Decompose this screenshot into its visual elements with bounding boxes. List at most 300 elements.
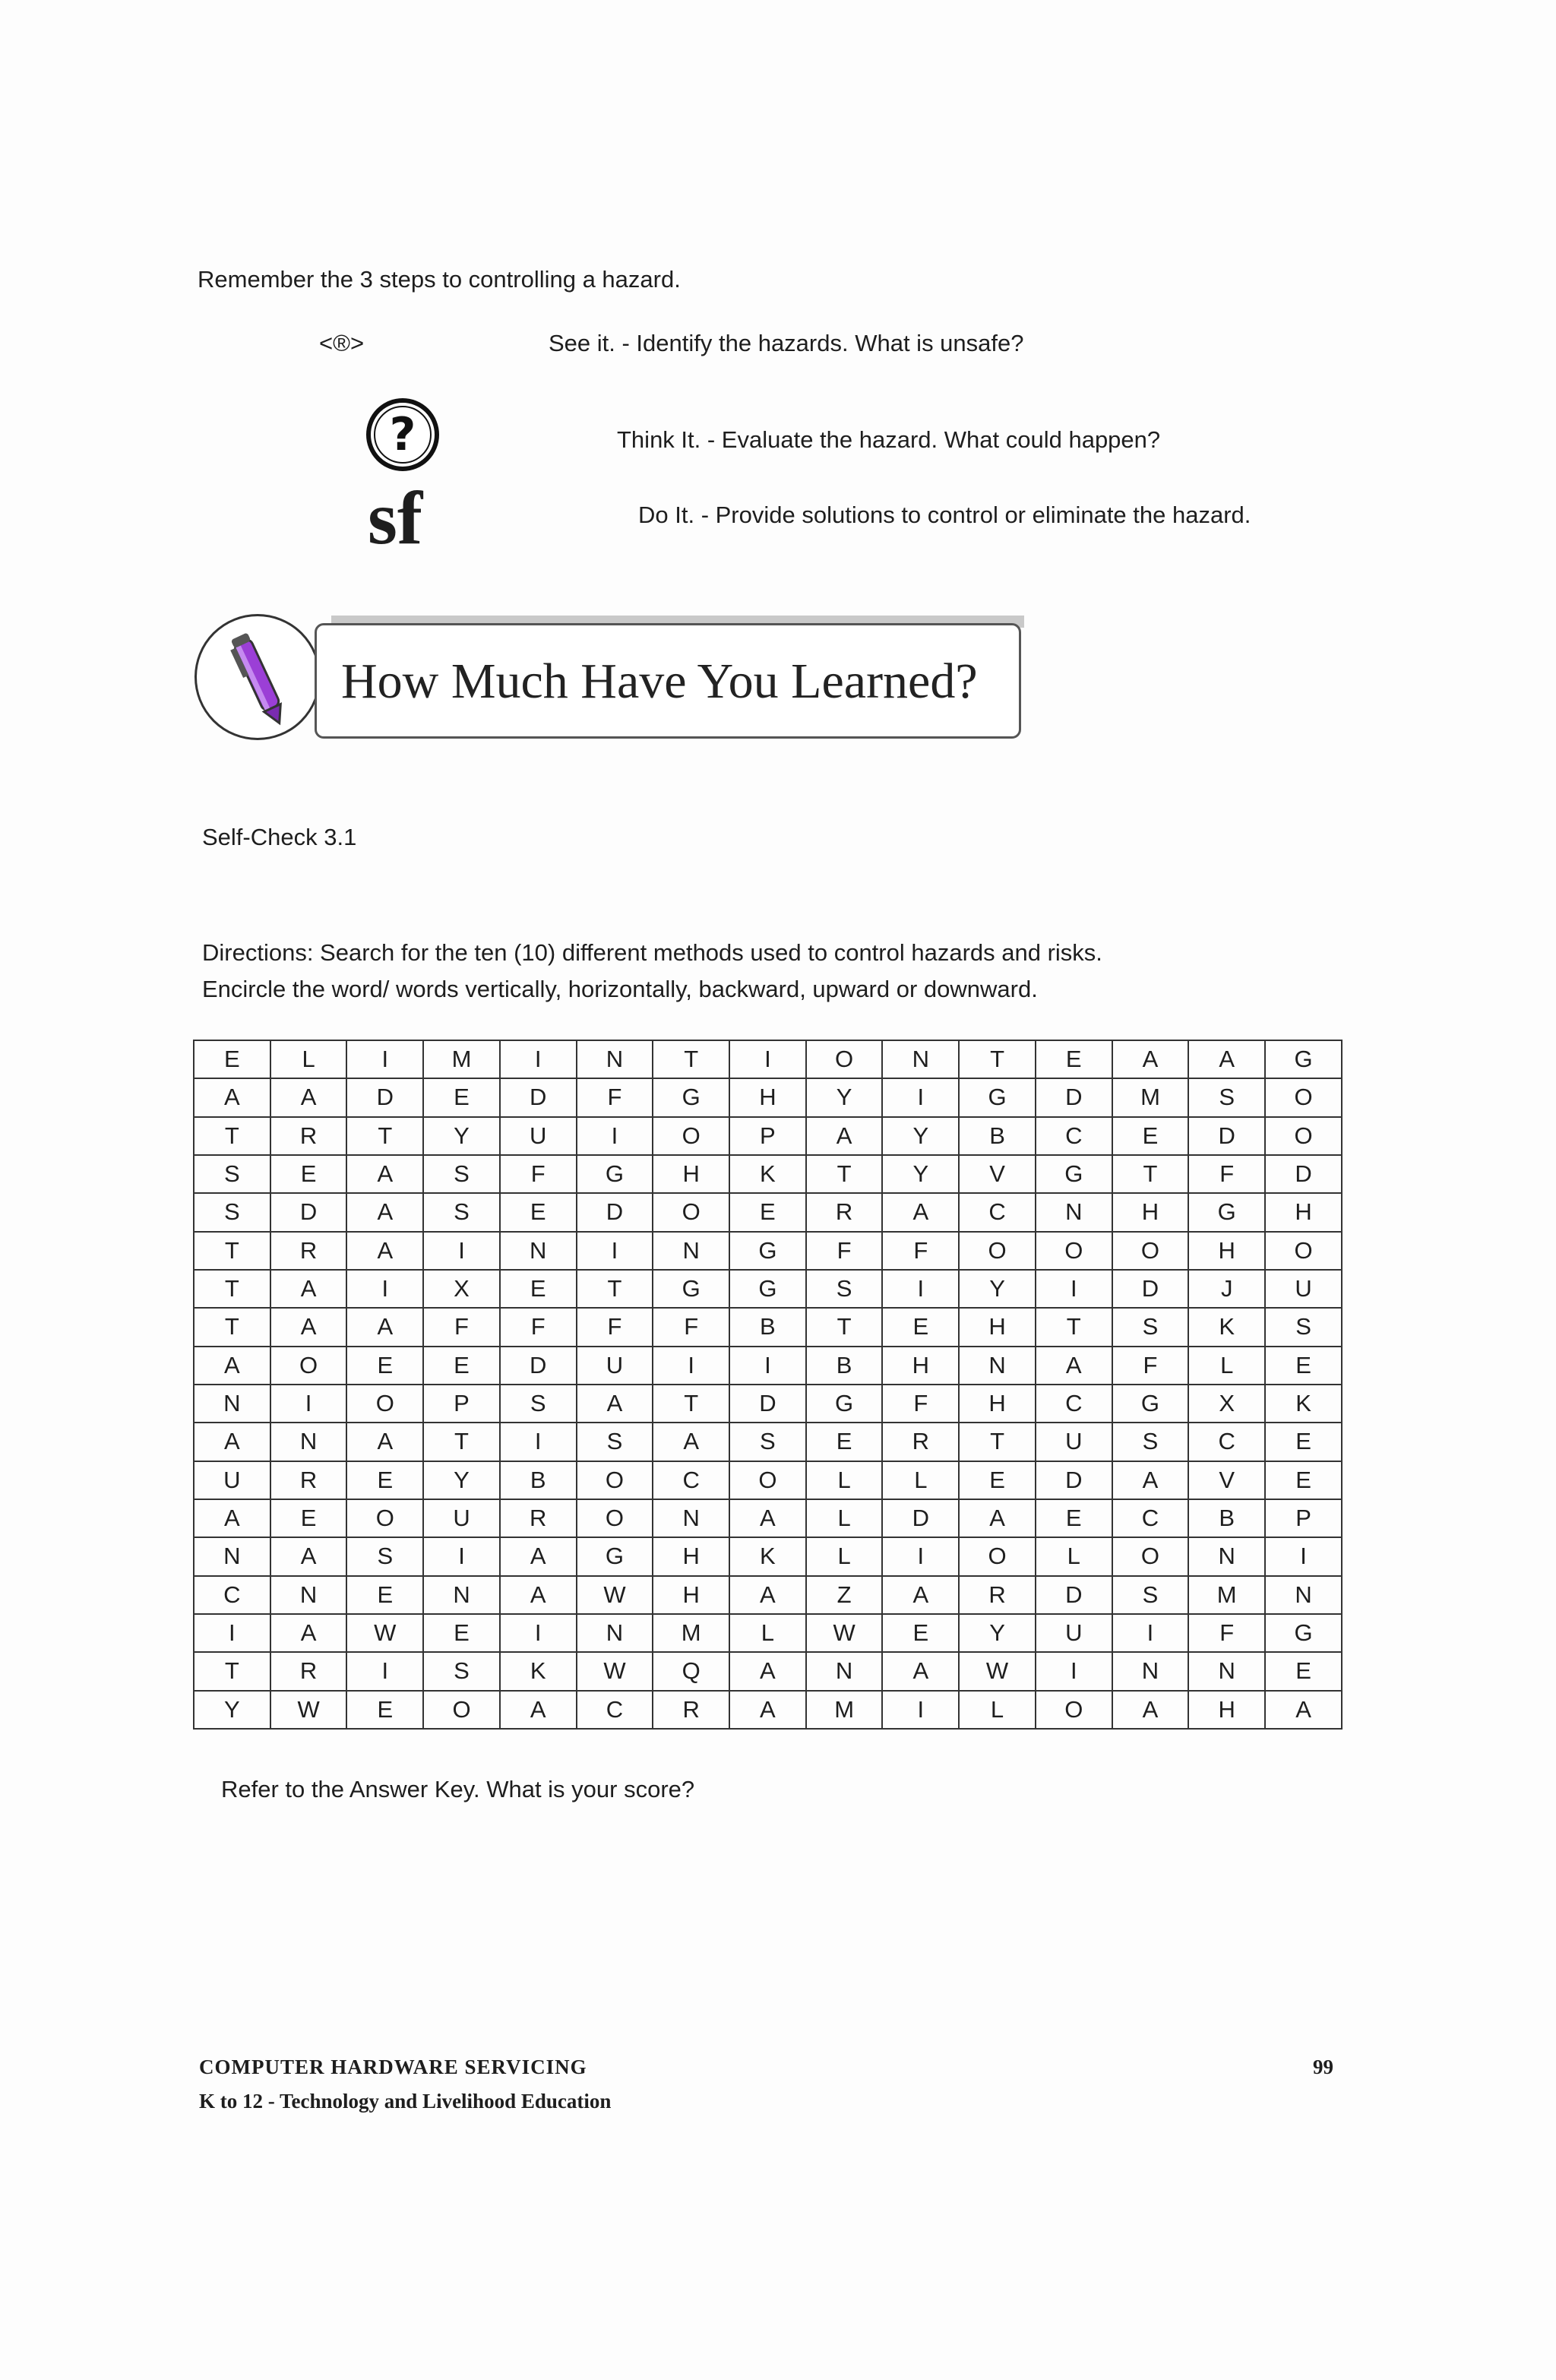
grid-cell[interactable]: I [194,1614,270,1652]
grid-cell[interactable]: K [1188,1308,1265,1346]
grid-cell[interactable]: K [729,1537,806,1575]
grid-cell[interactable]: H [959,1308,1036,1346]
grid-cell[interactable]: U [577,1347,653,1385]
grid-cell[interactable]: A [882,1652,959,1690]
grid-cell[interactable]: K [500,1652,577,1690]
grid-cell[interactable]: F [500,1155,577,1193]
grid-cell[interactable]: C [1036,1385,1112,1423]
grid-cell[interactable]: V [959,1155,1036,1193]
see-it-symbol: <®> [319,330,365,356]
grid-cell[interactable]: D [882,1499,959,1537]
grid-cell[interactable]: F [1112,1347,1189,1385]
grid-cell[interactable]: W [806,1614,883,1652]
grid-cell[interactable]: E [729,1193,806,1231]
grid-cell[interactable]: S [1265,1308,1342,1346]
grid-cell[interactable]: E [423,1347,500,1385]
grid-cell[interactable]: Y [423,1117,500,1155]
grid-cell[interactable]: U [423,1499,500,1537]
grid-cell[interactable]: F [1188,1155,1265,1193]
grid-cell[interactable]: C [1112,1499,1189,1537]
grid-cell[interactable]: N [882,1040,959,1078]
grid-cell[interactable]: G [1188,1193,1265,1231]
grid-cell[interactable]: O [1265,1078,1342,1116]
grid-cell[interactable]: Z [806,1576,883,1614]
grid-cell[interactable]: U [194,1461,270,1499]
grid-cell[interactable]: R [270,1461,347,1499]
grid-cell[interactable]: K [729,1155,806,1193]
footer-course-title: COMPUTER HARDWARE SERVICING [199,2056,587,2078]
grid-cell[interactable]: N [500,1232,577,1270]
banner-title: How Much Have You Learned? [341,654,978,709]
grid-row [194,1308,1342,1346]
grid-cell[interactable]: H [882,1347,959,1385]
directions-line-1: Directions: Search for the ten (10) different methods used to control hazards and risks. [202,939,1102,966]
grid-cell[interactable]: O [729,1461,806,1499]
grid-cell[interactable]: I [1036,1270,1112,1308]
grid-cell[interactable]: D [1265,1155,1342,1193]
grid-cell[interactable]: S [346,1537,423,1575]
grid-cell[interactable]: R [270,1652,347,1690]
grid-cell[interactable]: G [1265,1040,1342,1078]
grid-cell[interactable]: B [806,1347,883,1385]
grid-cell[interactable]: N [1188,1652,1265,1690]
grid-cell[interactable]: T [959,1040,1036,1078]
grid-cell[interactable]: A [270,1308,347,1346]
grid-cell[interactable]: F [653,1308,729,1346]
grid-cell[interactable]: I [270,1385,347,1423]
grid-cell[interactable]: A [346,1155,423,1193]
grid-cell[interactable]: E [882,1308,959,1346]
grid-cell[interactable]: Q [653,1652,729,1690]
grid-cell[interactable]: I [346,1652,423,1690]
grid-cell[interactable]: O [1036,1691,1112,1729]
grid-cell[interactable]: F [1188,1614,1265,1652]
grid-cell[interactable]: F [882,1385,959,1423]
grid-cell[interactable]: G [1112,1385,1189,1423]
grid-cell[interactable]: E [1265,1347,1342,1385]
grid-cell[interactable]: A [346,1308,423,1346]
grid-cell[interactable]: O [1265,1232,1342,1270]
grid-cell[interactable]: A [500,1537,577,1575]
grid-cell[interactable]: I [1036,1652,1112,1690]
grid-cell[interactable]: I [500,1423,577,1461]
grid-cell[interactable]: I [500,1040,577,1078]
do-it-text: Do It. - Provide solutions to control or eliminate the hazard. [638,502,1251,528]
grid-cell[interactable]: A [1112,1461,1189,1499]
grid-cell[interactable]: A [1036,1347,1112,1385]
page-number: 99 [1313,2056,1333,2078]
grid-cell[interactable]: S [423,1652,500,1690]
grid-cell[interactable]: M [1188,1576,1265,1614]
grid-cell[interactable]: A [270,1614,347,1652]
grid-cell[interactable]: T [346,1117,423,1155]
grid-cell[interactable]: L [1188,1347,1265,1385]
answer-key-prompt: Refer to the Answer Key. What is your score? [221,1776,695,1802]
grid-cell[interactable]: E [1265,1461,1342,1499]
grid-cell[interactable]: D [500,1078,577,1116]
grid-cell[interactable]: C [1036,1117,1112,1155]
grid-cell[interactable]: Y [959,1270,1036,1308]
grid-cell[interactable]: R [270,1117,347,1155]
grid-cell[interactable]: T [806,1155,883,1193]
grid-cell[interactable]: Y [959,1614,1036,1652]
grid-cell[interactable]: I [729,1040,806,1078]
grid-cell[interactable]: D [346,1078,423,1116]
grid-cell[interactable]: E [346,1347,423,1385]
grid-cell[interactable]: O [1112,1232,1189,1270]
grid-cell[interactable]: S [729,1423,806,1461]
grid-cell[interactable]: N [577,1040,653,1078]
grid-cell[interactable]: W [346,1614,423,1652]
grid-cell[interactable]: D [1036,1461,1112,1499]
grid-cell[interactable]: W [959,1652,1036,1690]
grid-cell[interactable]: O [959,1537,1036,1575]
grid-cell[interactable]: T [959,1423,1036,1461]
grid-cell[interactable]: S [1112,1423,1189,1461]
grid-cell[interactable]: I [729,1347,806,1385]
grid-cell[interactable]: R [806,1193,883,1231]
grid-cell[interactable]: A [653,1423,729,1461]
grid-cell[interactable]: S [1112,1308,1189,1346]
think-it-text: Think It. - Evaluate the hazard. What could happen? [617,426,1161,453]
grid-cell[interactable]: S [1188,1078,1265,1116]
grid-cell[interactable]: O [270,1347,347,1385]
grid-cell[interactable]: W [577,1652,653,1690]
word-search-grid [193,1040,1343,1730]
grid-cell[interactable]: A [577,1385,653,1423]
grid-cell[interactable]: N [653,1499,729,1537]
grid-cell[interactable]: V [1188,1461,1265,1499]
grid-cell[interactable]: A [1112,1040,1189,1078]
grid-cell[interactable]: H [1188,1691,1265,1729]
grid-cell[interactable]: L [1036,1537,1112,1575]
grid-cell[interactable]: E [500,1270,577,1308]
grid-cell[interactable]: R [653,1691,729,1729]
grid-cell[interactable]: P [729,1117,806,1155]
grid-cell[interactable]: L [959,1691,1036,1729]
grid-cell[interactable]: F [500,1308,577,1346]
grid-cell[interactable]: F [423,1308,500,1346]
grid-cell[interactable]: H [653,1537,729,1575]
grid-cell[interactable]: H [1188,1232,1265,1270]
grid-cell[interactable]: A [882,1193,959,1231]
grid-cell[interactable]: A [1188,1040,1265,1078]
grid-cell[interactable]: E [500,1193,577,1231]
grid-cell[interactable]: M [1112,1078,1189,1116]
grid-cell[interactable]: H [1112,1193,1189,1231]
directions-line-2: Encircle the word/ words vertically, horizontally, backward, upward or downward. [202,976,1038,1002]
grid-cell[interactable]: N [1036,1193,1112,1231]
grid-cell[interactable]: G [577,1155,653,1193]
grid-cell[interactable]: O [577,1499,653,1537]
grid-cell[interactable]: G [806,1385,883,1423]
grid-cell[interactable]: C [653,1461,729,1499]
grid-cell[interactable]: A [959,1499,1036,1537]
grid-cell[interactable]: E [346,1691,423,1729]
grid-cell[interactable]: W [577,1576,653,1614]
grid-cell[interactable]: Y [194,1691,270,1729]
grid-cell[interactable]: G [653,1078,729,1116]
grid-cell[interactable]: A [729,1691,806,1729]
grid-cell[interactable]: U [1265,1270,1342,1308]
grid-cell[interactable]: E [806,1423,883,1461]
grid-cell[interactable]: T [653,1385,729,1423]
grid-cell[interactable]: E [882,1614,959,1652]
self-check-heading: Self-Check 3.1 [202,824,357,850]
grid-cell[interactable]: L [270,1040,347,1078]
grid-cell[interactable]: R [270,1232,347,1270]
grid-cell[interactable]: B [500,1461,577,1499]
grid-cell[interactable]: I [500,1614,577,1652]
grid-cell[interactable]: O [346,1499,423,1537]
grid-cell[interactable]: H [653,1576,729,1614]
grid-cell[interactable]: T [1112,1155,1189,1193]
grid-cell[interactable]: D [270,1193,347,1231]
grid-cell[interactable]: A [194,1347,270,1385]
grid-cell[interactable]: I [577,1117,653,1155]
grid-cell[interactable]: W [270,1691,347,1729]
grid-cell[interactable]: L [882,1461,959,1499]
grid-cell[interactable]: L [806,1499,883,1537]
grid-cell[interactable]: Y [806,1078,883,1116]
intro-text: Remember the 3 steps to controlling a hazard. [198,266,681,293]
grid-cell[interactable]: A [882,1576,959,1614]
grid-cell[interactable]: D [1112,1270,1189,1308]
grid-cell[interactable]: T [806,1308,883,1346]
grid-cell[interactable]: A [729,1499,806,1537]
grid-cell[interactable]: I [882,1270,959,1308]
grid-cell[interactable]: L [806,1461,883,1499]
grid-cell[interactable]: E [959,1461,1036,1499]
grid-cell[interactable]: E [1036,1499,1112,1537]
grid-cell[interactable]: T [194,1117,270,1155]
grid-row [194,1499,1342,1537]
grid-row [194,1461,1342,1499]
grid-cell[interactable]: H [959,1385,1036,1423]
grid-cell[interactable]: C [1188,1423,1265,1461]
pen-icon [194,614,321,740]
grid-cell[interactable]: E [423,1078,500,1116]
grid-cell[interactable]: A [729,1576,806,1614]
grid-cell[interactable]: G [653,1270,729,1308]
grid-cell[interactable]: T [653,1040,729,1078]
grid-cell[interactable]: O [1265,1117,1342,1155]
grid-cell[interactable]: F [882,1232,959,1270]
grid-cell[interactable]: H [653,1155,729,1193]
grid-cell[interactable]: N [1188,1537,1265,1575]
grid-cell[interactable]: O [423,1691,500,1729]
grid-cell[interactable]: O [806,1040,883,1078]
grid-row [194,1078,1342,1116]
grid-cell[interactable]: N [194,1385,270,1423]
grid-cell[interactable]: N [1265,1576,1342,1614]
grid-cell[interactable]: H [1265,1193,1342,1231]
grid-cell[interactable]: X [423,1270,500,1308]
grid-cell[interactable]: O [653,1193,729,1231]
grid-cell[interactable]: U [1036,1423,1112,1461]
grid-cell[interactable]: H [729,1078,806,1116]
grid-row [194,1691,1342,1729]
grid-cell[interactable]: I [423,1537,500,1575]
grid-cell[interactable]: I [577,1232,653,1270]
grid-cell[interactable]: D [1188,1117,1265,1155]
grid-cell[interactable]: A [270,1270,347,1308]
grid-cell[interactable]: D [729,1385,806,1423]
grid-cell[interactable]: G [959,1078,1036,1116]
grid-cell[interactable]: I [1112,1614,1189,1652]
grid-cell[interactable]: G [1265,1614,1342,1652]
grid-cell[interactable]: L [806,1537,883,1575]
grid-cell[interactable]: Y [423,1461,500,1499]
grid-cell[interactable]: Y [882,1155,959,1193]
grid-cell[interactable]: T [194,1270,270,1308]
grid-cell[interactable]: A [806,1117,883,1155]
grid-cell[interactable]: N [806,1652,883,1690]
see-it-text: See it. - Identify the hazards. What is unsafe? [549,330,1024,356]
grid-row [194,1270,1342,1308]
grid-row [194,1385,1342,1423]
grid-cell[interactable]: G [1036,1155,1112,1193]
grid-cell[interactable]: E [270,1155,347,1193]
grid-cell[interactable]: G [577,1537,653,1575]
grid-cell[interactable]: O [346,1385,423,1423]
grid-cell[interactable]: B [1188,1499,1265,1537]
grid-row [194,1232,1342,1270]
grid-cell[interactable]: N [423,1576,500,1614]
grid-cell[interactable]: I [346,1270,423,1308]
grid-cell[interactable]: P [423,1385,500,1423]
grid-cell[interactable]: A [1112,1691,1189,1729]
grid-cell[interactable]: A [729,1652,806,1690]
grid-cell[interactable]: E [1036,1040,1112,1078]
grid-row [194,1537,1342,1575]
grid-cell[interactable]: S [806,1270,883,1308]
grid-cell[interactable]: O [1112,1537,1189,1575]
grid-cell[interactable]: E [1112,1117,1189,1155]
grid-cell[interactable]: J [1188,1270,1265,1308]
grid-cell[interactable]: G [729,1232,806,1270]
grid-cell[interactable]: C [194,1576,270,1614]
grid-cell[interactable]: E [1265,1423,1342,1461]
grid-cell[interactable]: R [882,1423,959,1461]
grid-cell[interactable]: S [1112,1576,1189,1614]
grid-cell[interactable]: I [346,1040,423,1078]
grid-cell[interactable]: S [500,1385,577,1423]
grid-cell[interactable]: B [959,1117,1036,1155]
grid-cell[interactable]: S [194,1193,270,1231]
grid-cell[interactable]: A [1265,1691,1342,1729]
grid-cell[interactable]: B [729,1308,806,1346]
question-mark-circle-icon [365,397,441,473]
grid-cell[interactable]: O [1036,1232,1112,1270]
grid-cell[interactable]: T [1036,1308,1112,1346]
grid-cell[interactable]: E [423,1614,500,1652]
grid-cell[interactable]: D [1036,1078,1112,1116]
grid-cell[interactable]: N [653,1232,729,1270]
grid-cell[interactable]: I [882,1691,959,1729]
grid-cell[interactable]: N [1112,1652,1189,1690]
grid-cell[interactable]: R [959,1576,1036,1614]
grid-cell[interactable]: E [1265,1652,1342,1690]
grid-cell[interactable]: G [729,1270,806,1308]
grid-cell[interactable]: K [1265,1385,1342,1423]
grid-cell[interactable]: A [194,1423,270,1461]
footer-program: K to 12 - Technology and Livelihood Education [199,2090,612,2113]
grid-cell[interactable]: D [577,1193,653,1231]
grid-row [194,1652,1342,1690]
grid-row [194,1576,1342,1614]
grid-cell[interactable]: O [577,1461,653,1499]
grid-cell[interactable]: C [577,1691,653,1729]
grid-cell[interactable]: A [346,1193,423,1231]
grid-cell[interactable]: E [194,1040,270,1078]
grid-cell[interactable]: A [500,1691,577,1729]
grid-cell[interactable]: N [577,1614,653,1652]
grid-cell[interactable]: Y [882,1117,959,1155]
grid-cell[interactable]: O [653,1117,729,1155]
grid-cell[interactable]: T [194,1232,270,1270]
grid-cell[interactable]: A [500,1576,577,1614]
grid-cell[interactable]: D [500,1347,577,1385]
grid-cell[interactable]: R [500,1499,577,1537]
grid-cell[interactable]: A [270,1078,347,1116]
grid-cell[interactable]: A [346,1232,423,1270]
do-it-symbol: sf [368,476,423,560]
grid-cell[interactable]: D [1036,1576,1112,1614]
grid-cell[interactable]: U [500,1117,577,1155]
grid-cell[interactable]: E [346,1576,423,1614]
grid-cell[interactable]: C [959,1193,1036,1231]
grid-row [194,1423,1342,1461]
grid-cell[interactable]: M [806,1691,883,1729]
grid-cell[interactable]: N [270,1576,347,1614]
grid-cell[interactable]: E [346,1461,423,1499]
grid-cell[interactable]: E [270,1499,347,1537]
grid-cell[interactable]: X [1188,1385,1265,1423]
grid-cell[interactable]: T [194,1652,270,1690]
grid-cell[interactable]: U [1036,1614,1112,1652]
grid-cell[interactable]: I [882,1537,959,1575]
grid-cell[interactable]: S [577,1423,653,1461]
grid-cell[interactable]: F [577,1078,653,1116]
grid-cell[interactable]: I [882,1078,959,1116]
grid-cell[interactable]: A [270,1537,347,1575]
grid-cell[interactable]: O [959,1232,1036,1270]
grid-cell[interactable]: F [577,1308,653,1346]
grid-cell[interactable]: N [194,1537,270,1575]
grid-cell[interactable]: N [270,1423,347,1461]
grid-cell[interactable]: I [653,1347,729,1385]
grid-cell[interactable]: S [423,1193,500,1231]
grid-cell[interactable]: M [423,1040,500,1078]
grid-cell[interactable]: P [1265,1499,1342,1537]
grid-cell[interactable]: I [423,1232,500,1270]
grid-cell[interactable]: L [729,1614,806,1652]
grid-cell[interactable]: A [194,1499,270,1537]
grid-cell[interactable]: T [423,1423,500,1461]
grid-row [194,1040,1342,1078]
grid-cell[interactable]: N [959,1347,1036,1385]
grid-cell[interactable]: S [423,1155,500,1193]
grid-cell[interactable]: F [806,1232,883,1270]
grid-cell[interactable]: T [194,1308,270,1346]
grid-cell[interactable]: S [194,1155,270,1193]
grid-cell[interactable]: T [577,1270,653,1308]
grid-cell[interactable]: A [346,1423,423,1461]
grid-cell[interactable]: I [1265,1537,1342,1575]
grid-cell[interactable]: M [653,1614,729,1652]
grid-cell[interactable]: A [194,1078,270,1116]
